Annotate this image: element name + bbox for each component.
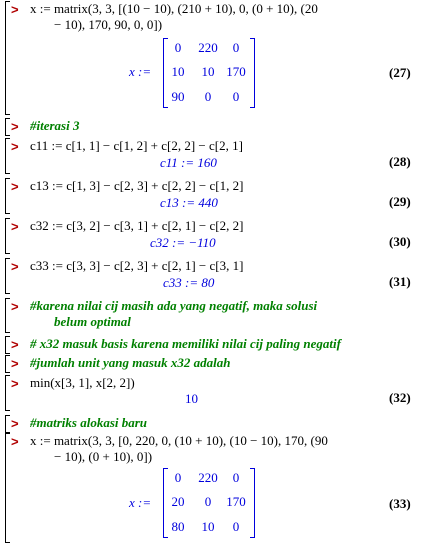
command-prompt: > [11, 219, 19, 234]
group-bracket[interactable] [5, 375, 10, 411]
matrix-cell: 0 [232, 89, 240, 104]
matrix-cell: 170 [226, 494, 246, 509]
command-prompt: > [11, 356, 19, 371]
output-label: x := [129, 64, 152, 79]
command-prompt: > [11, 434, 19, 449]
matrix-cell: 10 [201, 519, 215, 534]
matrix-cell: 20 [171, 494, 185, 509]
matrix-cell: 220 [198, 40, 218, 55]
input-line[interactable]: min(x[3, 1], x[2, 2]) [30, 375, 135, 390]
command-prompt: > [11, 2, 19, 17]
output-line: c13 := 440 [160, 195, 218, 210]
output-line: c11 := 160 [160, 155, 217, 170]
input-line[interactable]: x := matrix(3, 3, [(10 − 10), (210 + 10), 0, (0 + 10), (20 [30, 1, 318, 16]
group-bracket[interactable] [5, 218, 10, 254]
comment-line[interactable]: #iterasi 3 [30, 118, 80, 133]
matrix-cell: 90 [171, 89, 185, 104]
matrix-cell: 0 [204, 89, 212, 104]
comment-line[interactable]: #karena nilai cij masih ada yang negatif, maka solusi [30, 298, 318, 313]
comment-line[interactable]: #matriks alokasi baru [30, 415, 148, 430]
matrix-cell: 80 [171, 519, 185, 534]
execution-group-12[interactable] [0, 432, 422, 543]
matrix-cell: 0 [174, 470, 182, 485]
equation-label: (28) [389, 154, 411, 169]
matrix-cell: 220 [198, 470, 218, 485]
execution-group-7[interactable] [0, 297, 422, 333]
execution-group-9[interactable] [0, 354, 422, 374]
input-line[interactable]: c32 := c[3, 2] − c[3, 1] + c[2, 1] − c[2, 2] [30, 218, 244, 233]
execution-group-1[interactable] [0, 0, 422, 116]
equation-label: (30) [389, 234, 411, 249]
input-line-continued[interactable]: − 10), 170, 90, 0, 0]) [54, 17, 163, 32]
equation-label: (32) [389, 390, 411, 405]
matrix-cell: 170 [226, 64, 246, 79]
group-bracket[interactable] [5, 178, 10, 214]
command-prompt: > [11, 416, 19, 431]
equation-label: (29) [389, 194, 411, 209]
equation-label: (27) [389, 65, 411, 80]
matrix-cell: 0 [232, 519, 240, 534]
execution-group-5[interactable] [0, 217, 422, 255]
comment-line[interactable]: # x32 masuk basis karena memiliki nilai cij paling negatif [30, 336, 341, 351]
matrix-cell: 0 [232, 40, 240, 55]
matrix-cell: 0 [174, 40, 182, 55]
group-bracket[interactable] [5, 355, 10, 373]
group-bracket[interactable] [5, 336, 10, 354]
output-line: c32 := −110 [150, 235, 216, 250]
matrix-cell: 10 [201, 64, 215, 79]
matrix-cell: 10 [171, 64, 185, 79]
equation-label: (31) [389, 274, 411, 289]
group-bracket[interactable] [5, 433, 10, 543]
execution-group-4[interactable] [0, 177, 422, 215]
execution-group-11[interactable] [0, 414, 422, 434]
input-line[interactable]: c13 := c[1, 3] − c[2, 3] + c[2, 2] − c[1, 2] [30, 178, 244, 193]
command-prompt: > [11, 376, 19, 391]
command-prompt: > [11, 259, 19, 274]
comment-line[interactable]: #jumlah unit yang masuk x32 adalah [30, 355, 231, 370]
execution-group-3[interactable] [0, 137, 422, 175]
group-bracket[interactable] [5, 118, 10, 136]
command-prompt: > [11, 337, 19, 352]
matrix-cell: 0 [232, 470, 240, 485]
group-bracket[interactable] [5, 138, 10, 174]
comment-line-continued[interactable]: belum optimal [54, 314, 131, 329]
input-line-continued[interactable]: − 10), (0 + 10), 0]) [54, 449, 153, 464]
group-bracket[interactable] [5, 298, 10, 333]
output-matrix [163, 38, 255, 108]
command-prompt: > [11, 179, 19, 194]
command-prompt: > [11, 299, 19, 314]
output-line: 10 [185, 391, 198, 406]
group-bracket[interactable] [5, 1, 10, 115]
input-line[interactable]: x := matrix(3, 3, [0, 220, 0, (10 + 10), (10 − 10), 170, (90 [30, 433, 328, 448]
input-line[interactable]: c33 := c[3, 3] − c[2, 3] + c[2, 1] − c[3, 1] [30, 258, 244, 273]
command-prompt: > [11, 119, 19, 134]
output-label: x := [129, 495, 152, 510]
output-line: c33 := 80 [163, 275, 215, 290]
group-bracket[interactable] [5, 415, 10, 433]
execution-group-6[interactable] [0, 257, 422, 295]
matrix-cell: 0 [204, 494, 212, 509]
command-prompt: > [11, 139, 19, 154]
execution-group-8[interactable] [0, 335, 422, 355]
input-line[interactable]: c11 := c[1, 1] − c[1, 2] + c[2, 2] − c[2, 1] [30, 138, 243, 153]
equation-label: (33) [389, 496, 411, 511]
execution-group-2[interactable] [0, 117, 422, 137]
output-matrix [163, 468, 255, 538]
execution-group-10[interactable] [0, 374, 422, 412]
group-bracket[interactable] [5, 258, 10, 294]
